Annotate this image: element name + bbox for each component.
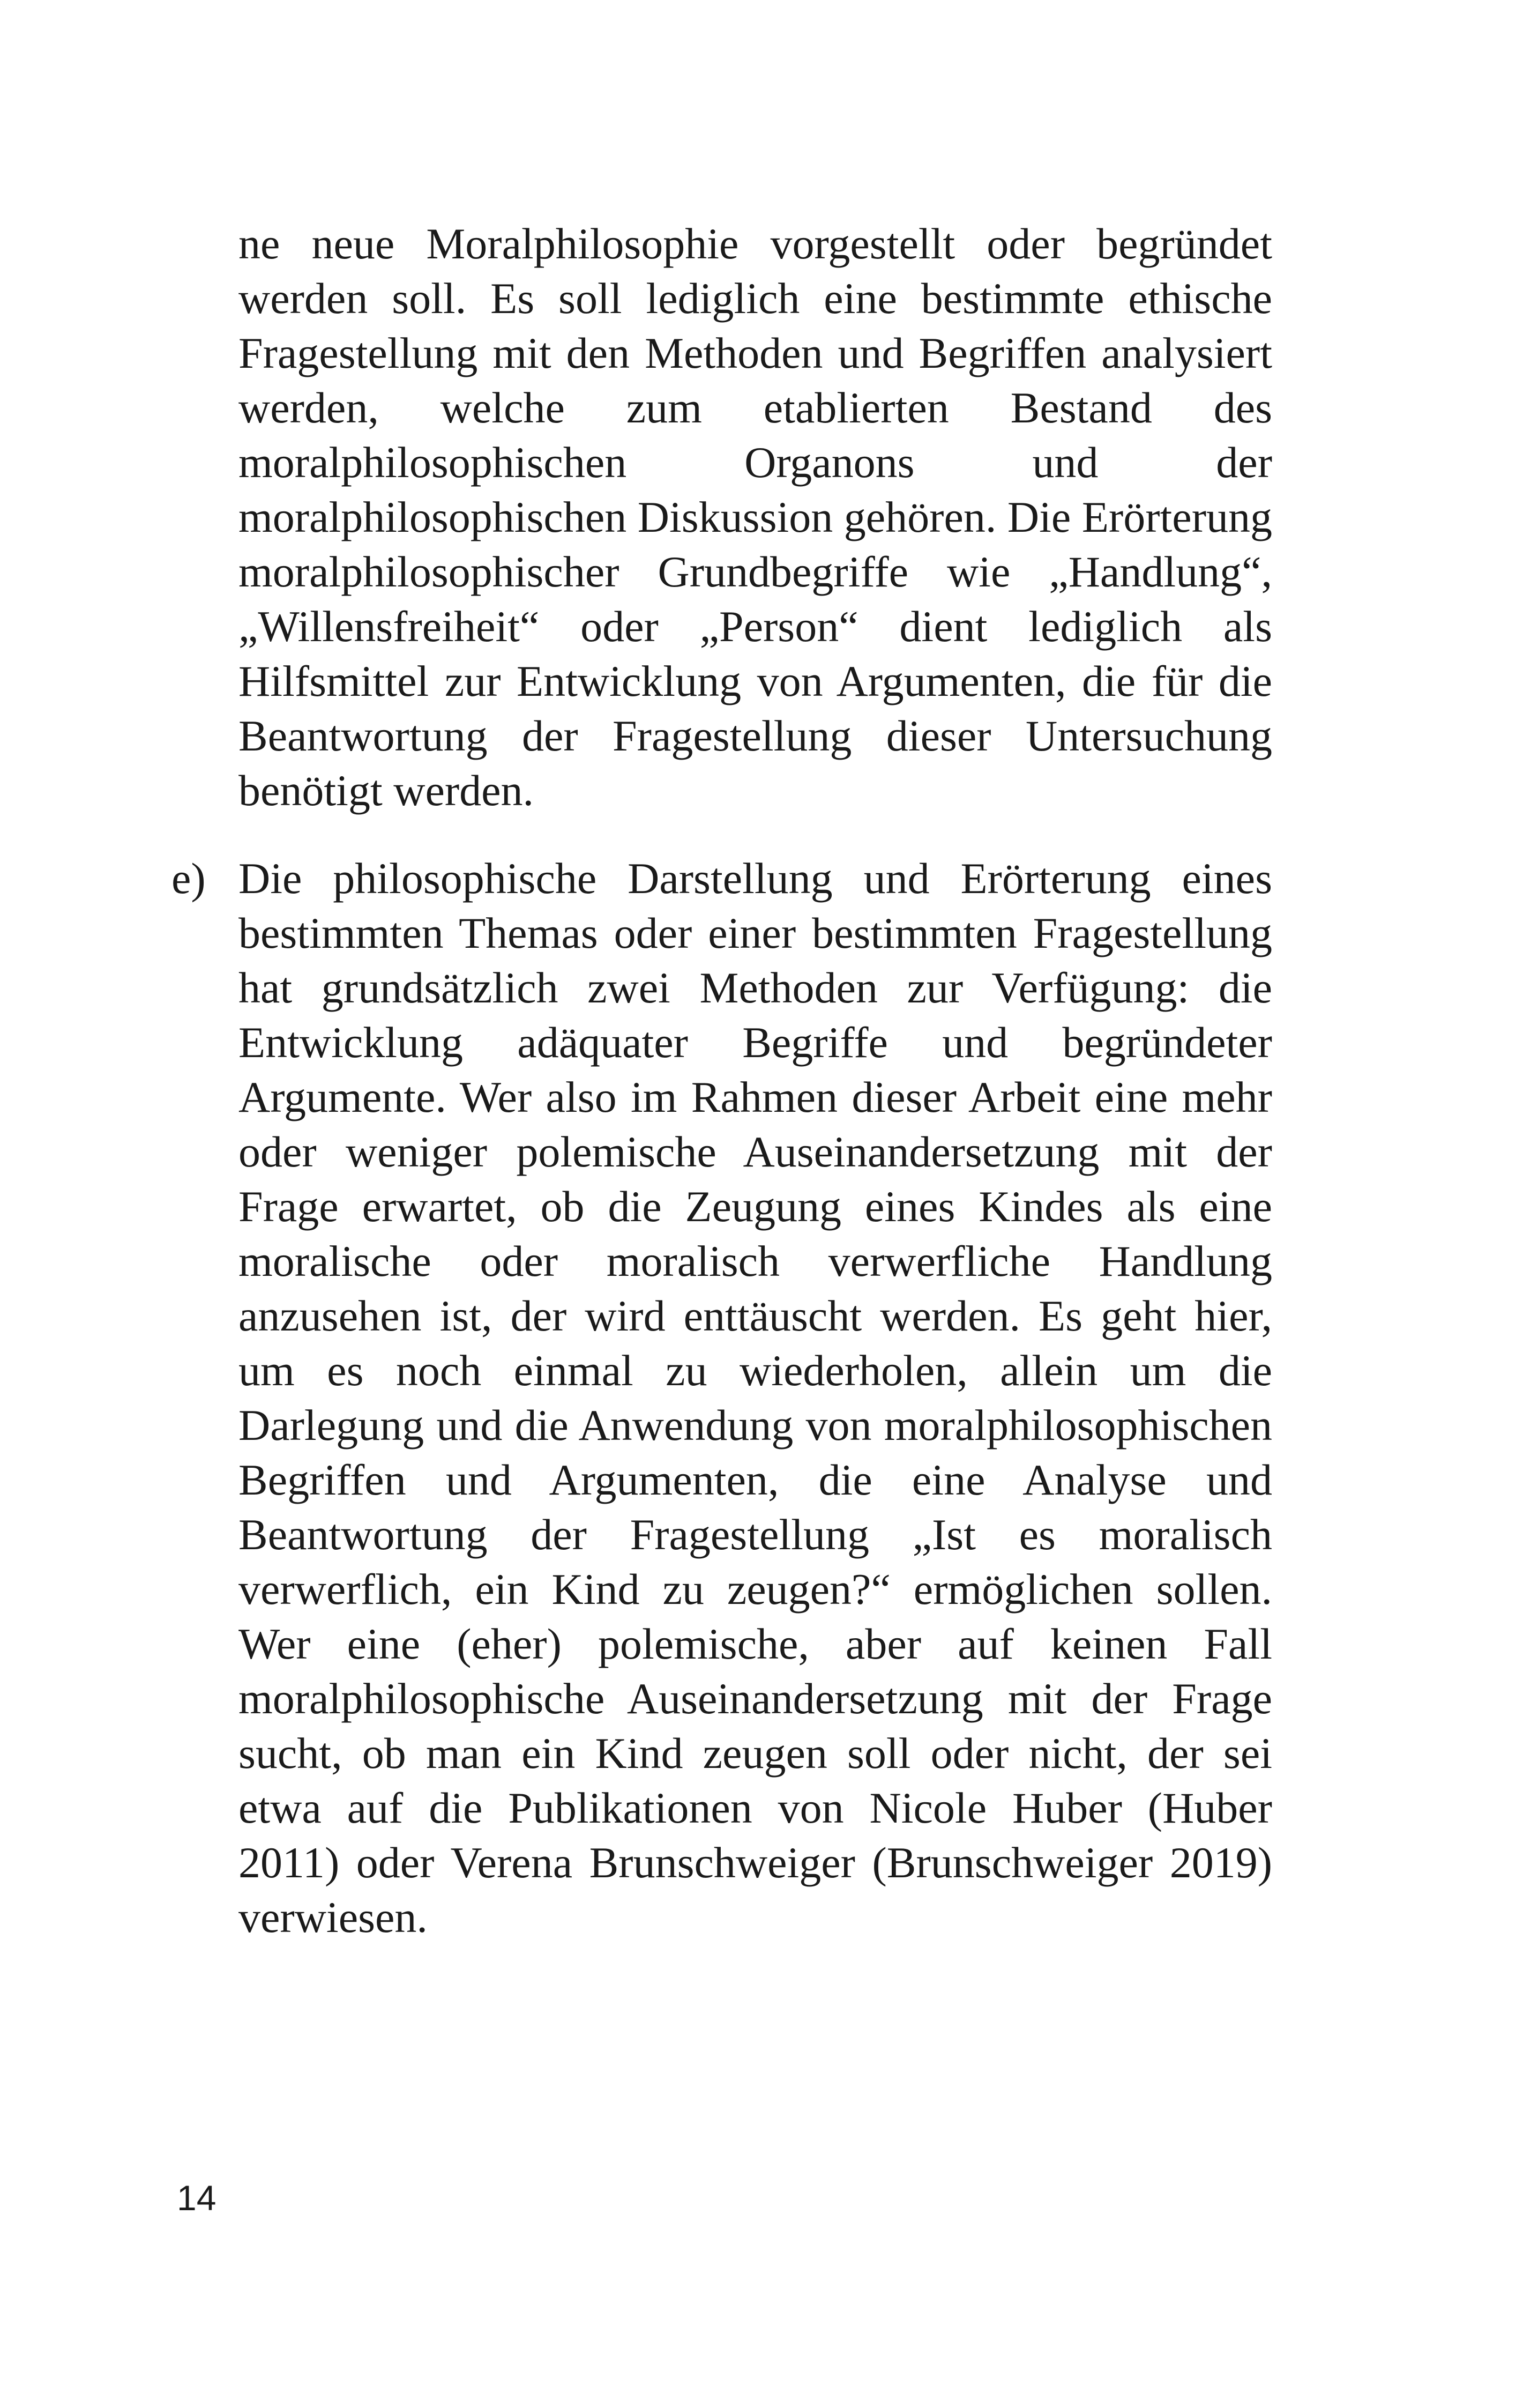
enumerated-list	[171, 851, 1272, 1945]
list-item-marker: e)	[171, 854, 206, 903]
list-item-text: Die philosophische Darstellung und Erörterung eines bestimmten Themas oder einer bestimmten Fragestellung hat grundsätzlich zwei Methoden zur Verfügung: die Entwicklung adäquater Begriffe und begründeter Argumente. Wer also im Rahmen dieser Arbeit eine mehr oder weniger polemische Auseinandersetzung mit der Frage erwartet, ob die Zeugung eines Kindes als eine moralische oder moralisch verwerfliche Handlung anzusehen ist, der wird enttäuscht werden. Es geht hier, um es noch einmal zu wiederholen, allein um die Darlegung und die Anwendung von moralphilosophischen Begriffen und Argumenten, die eine Analyse und Beantwortung der Fragestellung „Ist es moralisch verwerflich, ein Kind zu zeugen?“ ermöglichen sollen. Wer eine (eher) polemische, aber auf keinen Fall moralphilosophische Auseinandersetzung mit der Frage sucht, ob man ein Kind zeugen soll oder nicht, der sei etwa auf die Publikationen von Nicole Huber (Huber 2011) oder Verena Brunschweiger (Brunschweiger 2019) verwiesen.	[238, 854, 1272, 1942]
list-item-e	[171, 851, 1272, 1945]
continued-paragraph: ne neue Moralphilosophie vorgestellt oder begründet werden soll. Es soll lediglich eine bestimmte ethische Fragestellung mit den Methoden und Begriffen analysiert werden, welche zum etablierten Bestand des moralphilosophischen Organons und der moralphilosophischen Diskussion gehören. Die Erörterung moralphilosophischer Grundbegriffe wie „Handlung“, „Willensfreiheit“ oder „Person“ dient lediglich als Hilfsmittel zur Entwicklung von Argumenten, die für die Beantwortung der Fragestellung dieser Untersuchung benötigt werden.	[238, 219, 1272, 815]
page-number: 14	[177, 2178, 216, 2218]
